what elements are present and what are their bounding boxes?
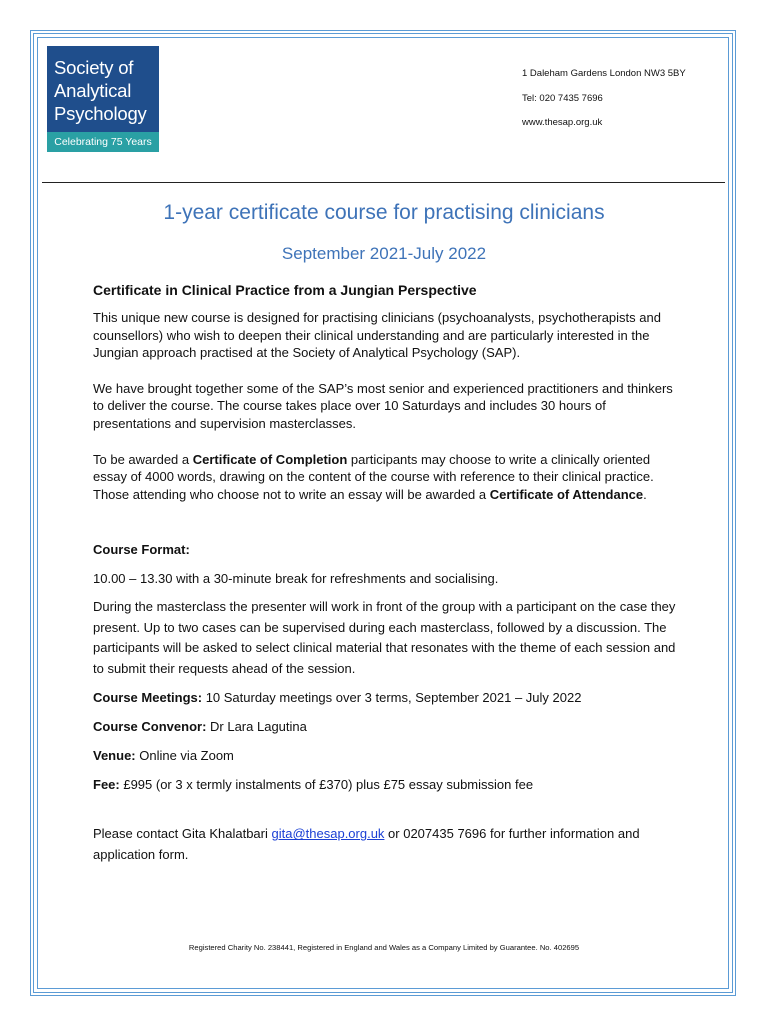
contact-post: or 0207435 7696 for further information and application form.	[93, 826, 640, 863]
email-link[interactable]: gita@thesap.org.uk	[271, 826, 385, 842]
course-subheading: Certificate in Clinical Practice from a Jungian Perspective	[93, 282, 477, 298]
venue-label: Venue:	[93, 748, 136, 764]
sap-logo	[47, 46, 159, 152]
convenor-line	[93, 716, 683, 737]
format-label	[93, 539, 683, 560]
format-label-text: Course Format:	[93, 542, 190, 558]
venue-value: Online via Zoom	[135, 748, 234, 764]
fee-line	[93, 774, 683, 795]
contact-pre: Please contact Gita Khalatbari	[93, 826, 272, 842]
logo-title: Society of Analytical Psychology	[54, 57, 147, 124]
telephone-line: Tel: 020 7435 7696	[522, 92, 603, 104]
format-time: 10.00 – 13.30 with a 30-minute break for refreshments and socialising.	[93, 571, 499, 587]
award-text-mid: participants may choose to write a clinically oriented essay of 4000 words, drawing on the content of the course with reference to their clinical practice. Those attending who choose not to write an essay will be awarded a	[93, 451, 654, 502]
fee-value: £995 (or 3 x termly instalments of £370) plus £75 essay submission fee	[119, 777, 534, 793]
format-description: During the masterclass the presenter will work in front of the group with a participant on the case they present. Up to two cases can be supervised during each masterclass, followed by a discussion. The participants will be asked to select clinical material that resonates with the theme of each session and to submit their requests ahead of the session.	[93, 599, 676, 676]
award-text-pre: To be awarded a	[93, 451, 193, 467]
meetings-label: Course Meetings:	[93, 690, 203, 706]
award-text-end: .	[643, 486, 647, 502]
contact-paragraph	[93, 823, 683, 865]
convenor-label: Course Convenor:	[93, 719, 207, 735]
faculty-paragraph: We have brought together some of the SAP’s most senior and experienced practitioners and thinkers to deliver the course. The course takes place over 10 Saturdays and includes 30 hours of presentations and supervision masterclasses.	[93, 380, 673, 431]
meetings-line	[93, 687, 683, 708]
course-dates: September 2021-July 2022	[281, 244, 487, 263]
address-line: 1 Daleham Gardens London NW3 5BY	[522, 68, 686, 79]
meetings-value: 10 Saturday meetings over 3 terms, September 2021 – July 2022	[202, 690, 582, 706]
contact-block	[522, 68, 686, 142]
footer-registration: Registered Charity No. 238441, Registered in England and Wales as a Company Limited by Guarantee. No. 402695	[188, 943, 580, 952]
fee-label: Fee:	[93, 777, 120, 793]
spacer	[93, 521, 683, 539]
header-divider	[42, 182, 725, 183]
convenor-value: Dr Lara Lagutina	[206, 719, 307, 735]
venue-line	[93, 745, 683, 766]
certificate-of-attendance: Certificate of Attendance	[489, 486, 644, 502]
certificate-of-completion: Certificate of Completion	[192, 451, 348, 467]
intro-paragraph: This unique new course is designed for practising clinicians (psychoanalysts, psychotherapists and counsellors) who wish to deepen their clinical understanding and are particularly interested in the Jungian approach practised at the Society of Analytical Psychology (SAP).	[93, 310, 661, 361]
award-paragraph	[93, 451, 683, 504]
page-title: 1-year certificate course for practising clinicians	[163, 201, 605, 224]
spacer	[93, 803, 683, 823]
logo-tagline: Celebrating 75 Years	[47, 132, 159, 152]
document-body	[93, 280, 683, 873]
website-line: www.thesap.org.uk	[522, 117, 603, 128]
